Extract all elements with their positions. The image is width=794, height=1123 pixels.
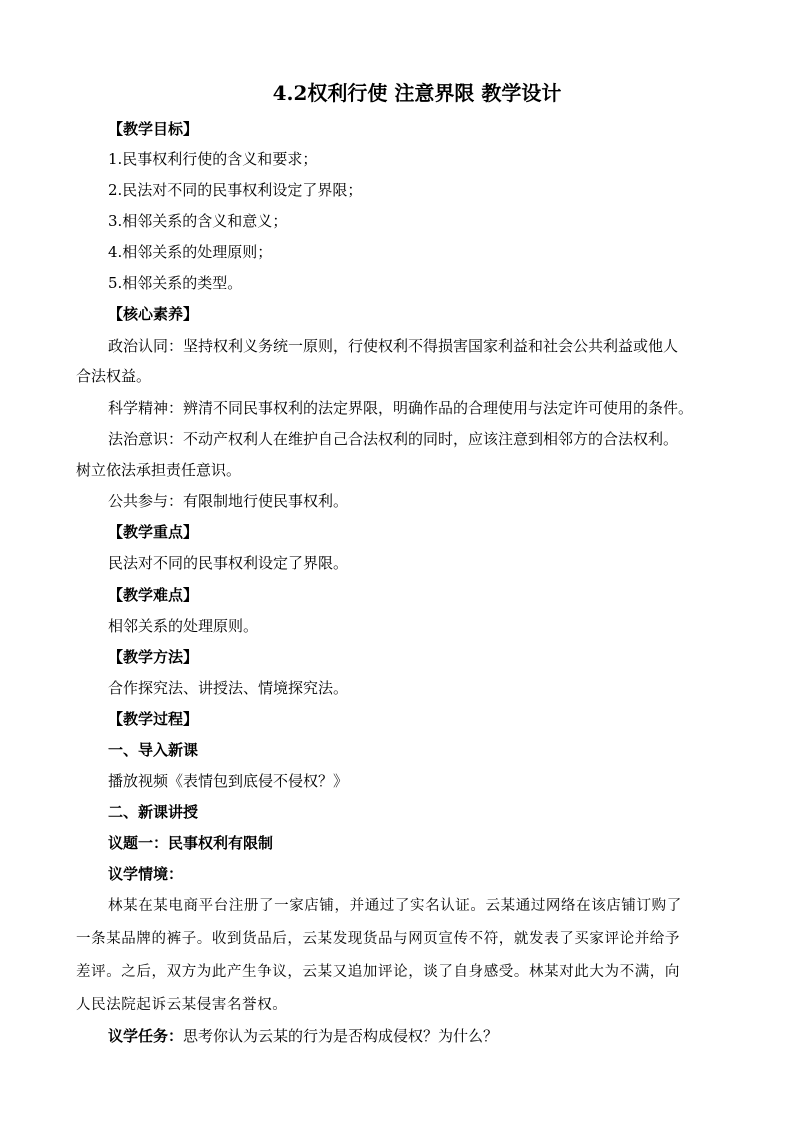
key-points-text: 民法对不同的民事权利设定了界限。 — [108, 554, 349, 572]
task-line — [108, 1026, 498, 1046]
page-title: 4.2权利行使 注意界限 教学设计 — [272, 81, 562, 105]
situation-label: 议学情境： — [108, 865, 184, 883]
case-text: 人民法院起诉云某侵害名誉权。 — [76, 997, 288, 1013]
heading-core-literacy: 【核心素养】 — [108, 305, 199, 323]
goal-item: 2.民法对不同的民事权利设定了界限； — [108, 181, 363, 199]
difficulties-text: 相邻关系的处理原则。 — [108, 617, 259, 635]
goal-item: 3.相邻关系的含义和意义； — [108, 212, 288, 230]
case-text: 差评。之后，双方为此产生争议，云某又追加评论，谈了自身感受。林某对此大为不满，向 — [76, 964, 680, 980]
core-paragraph-cont: 合法权益。 — [76, 367, 152, 385]
heading-difficulties: 【教学难点】 — [108, 586, 199, 604]
task-text: 思考你认为云某的行为是否构成侵权？为什么？ — [183, 1027, 499, 1045]
task-label: 议学任务： — [108, 1027, 184, 1045]
goal-item: 5.相邻关系的类型。 — [108, 274, 243, 292]
section-intro-text: 播放视频《表情包到底侵不侵权？》 — [108, 772, 349, 790]
heading-methods: 【教学方法】 — [108, 648, 199, 666]
goal-item: 4.相邻关系的处理原则； — [108, 243, 273, 261]
methods-text: 合作探究法、讲授法、情境探究法。 — [108, 679, 349, 697]
core-paragraph: 科学精神：辨清不同民事权利的法定界限，明确作品的合理使用与法定许可使用的条件。 — [108, 399, 694, 417]
core-paragraph: 公共参与：有限制地行使民事权利。 — [108, 492, 349, 510]
case-text: 一条某品牌的裤子。收到货品后，云某发现货品与网页宣传不符，就发表了买家评论并给予 — [76, 931, 680, 947]
core-paragraph: 政治认同：坚持权利义务统一原则，行使权利不得损害国家利益和社会公共利益或他人 — [108, 337, 679, 355]
heading-key-points: 【教学重点】 — [108, 523, 199, 541]
heading-teaching-goals: 【教学目标】 — [108, 120, 199, 138]
topic-heading: 议题一：民事权利有限制 — [108, 834, 274, 852]
section-intro: 一、导入新课 — [108, 741, 199, 759]
case-text: 林某在某电商平台注册了一家店铺，并通过了实名认证。云某通过网络在该店铺订购了 — [108, 898, 682, 914]
section-new-lesson: 二、新课讲授 — [108, 803, 199, 821]
core-paragraph: 法治意识：不动产权利人在维护自己合法权利的同时，应该注意到相邻方的合法权利。 — [108, 430, 679, 448]
core-paragraph-cont: 树立依法承担责任意识。 — [76, 461, 242, 479]
heading-process: 【教学过程】 — [108, 710, 199, 728]
goal-item: 1.民事权利行使的含义和要求； — [108, 150, 318, 168]
